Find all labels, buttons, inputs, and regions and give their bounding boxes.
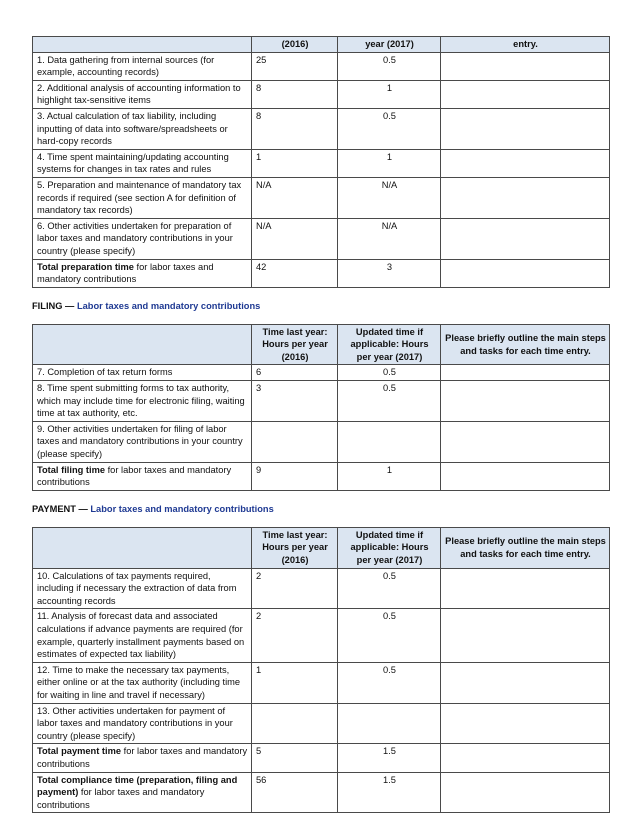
hours-2016-cell: 6 (252, 365, 338, 381)
table-row (33, 568, 610, 609)
table-row (33, 703, 610, 744)
section-heading-prefix: PAYMENT — (32, 503, 91, 514)
grand-total-label-rest: for labor taxes and mandatory contributions (37, 787, 205, 810)
total-label-bold: Total filing time (37, 464, 106, 475)
header-cell (33, 37, 252, 53)
filing-table (32, 324, 610, 491)
notes-cell (441, 772, 610, 813)
total-2016-cell: 9 (252, 462, 338, 490)
header-cell: Updated time if applicable: Hours per year (2017) (338, 324, 441, 365)
hours-2016-cell: N/A (252, 218, 338, 259)
table-row (33, 218, 610, 259)
section-heading-title: Labor taxes and mandatory contributions (76, 300, 261, 311)
notes-cell (441, 462, 610, 490)
total-row (33, 744, 610, 772)
table-row (33, 52, 610, 80)
hours-2016-cell (252, 421, 338, 462)
row-label: 2. Additional analysis of accounting information to highlight tax-sensitive items (33, 80, 252, 108)
table-row (33, 421, 610, 462)
section-heading-title: Labor taxes and mandatory contributions (90, 503, 274, 514)
hours-2017-cell: 1 (338, 149, 441, 177)
grand-total-2017-cell: 1.5 (338, 772, 441, 813)
hours-2017-cell: 0.5 (338, 609, 441, 662)
hours-2017-cell: 0.5 (338, 365, 441, 381)
row-label: 6. Other activities undertaken for preparation of labor taxes and mandatory contributions in your country (please specify) (33, 218, 252, 259)
notes-cell (441, 381, 610, 422)
hours-2016-cell: 8 (252, 108, 338, 149)
row-label: 12. Time to make the necessary tax payments, either online or at the tax authority (including time for waiting in line and travel if necessary) (33, 662, 252, 703)
document-page (32, 36, 609, 813)
hours-2017-cell (338, 703, 441, 744)
notes-cell (441, 177, 610, 218)
notes-cell (441, 108, 610, 149)
section-heading-payment (32, 503, 609, 515)
grand-total-2016-cell: 56 (252, 772, 338, 813)
row-label: 13. Other activities undertaken for payment of labor taxes and mandatory contributions in your country (please specify) (33, 703, 252, 744)
table-row (33, 365, 610, 381)
hours-2017-cell: 0.5 (338, 381, 441, 422)
hours-2017-cell: 0.5 (338, 52, 441, 80)
notes-cell (441, 662, 610, 703)
notes-cell (441, 80, 610, 108)
total-label (33, 462, 252, 490)
preparation-table (32, 36, 610, 288)
table-header-row (33, 527, 610, 568)
total-row (33, 259, 610, 287)
table-row (33, 108, 610, 149)
row-label: 1. Data gathering from internal sources (for example, accounting records) (33, 52, 252, 80)
hours-2017-cell (338, 421, 441, 462)
notes-cell (441, 218, 610, 259)
grand-total-label-bold: Total compliance time (preparation, filing and payment) (37, 774, 238, 798)
section-heading-filing (32, 300, 609, 312)
table-header-row (33, 324, 610, 365)
hours-2017-cell: 0.5 (338, 568, 441, 609)
section-heading-prefix: FILING — (32, 300, 77, 311)
header-cell (33, 527, 252, 568)
row-label: 10. Calculations of tax payments required, including if necessary the extraction of data from accounting records (33, 568, 252, 609)
hours-2017-cell: N/A (338, 177, 441, 218)
header-cell: (2016) (252, 37, 338, 53)
row-label: 8. Time spent submitting forms to tax authority, which may include time for electronic filing, waiting time at tax authority, etc. (33, 381, 252, 422)
notes-cell (441, 365, 610, 381)
header-cell (33, 324, 252, 365)
table-row (33, 177, 610, 218)
table-row (33, 609, 610, 662)
notes-cell (441, 744, 610, 772)
total-row (33, 462, 610, 490)
notes-cell (441, 52, 610, 80)
header-cell: year (2017) (338, 37, 441, 53)
total-label-bold: Total preparation time (37, 261, 134, 272)
row-label: 11. Analysis of forecast data and associated calculations if advance payments are required (for example, quarterly installment payments based on estimates of expected tax liability) (33, 609, 252, 662)
table-row (33, 149, 610, 177)
row-label: 4. Time spent maintaining/updating accounting systems for changes in tax rates and rules (33, 149, 252, 177)
total-2017-cell: 3 (338, 259, 441, 287)
hours-2017-cell: N/A (338, 218, 441, 259)
notes-cell (441, 421, 610, 462)
row-label: 3. Actual calculation of tax liability, including inputting of data into software/spreadsheets or hard-copy records (33, 108, 252, 149)
notes-cell (441, 703, 610, 744)
total-label (33, 259, 252, 287)
header-cell: Please briefly outline the main steps and tasks for each time entry. (441, 324, 610, 365)
table-row (33, 80, 610, 108)
hours-2016-cell: 2 (252, 568, 338, 609)
header-cell: Time last year: Hours per year (2016) (252, 527, 338, 568)
hours-2016-cell: 25 (252, 52, 338, 80)
header-cell: entry. (441, 37, 610, 53)
hours-2016-cell: 8 (252, 80, 338, 108)
table-header-row (33, 37, 610, 53)
hours-2016-cell: 1 (252, 662, 338, 703)
hours-2017-cell: 0.5 (338, 108, 441, 149)
total-2016-cell: 42 (252, 259, 338, 287)
notes-cell (441, 568, 610, 609)
notes-cell (441, 149, 610, 177)
row-label: 5. Preparation and maintenance of mandatory tax records if required (see section A for definition of mandatory tax records) (33, 177, 252, 218)
total-label-rest: for labor taxes and mandatory contributions (37, 746, 248, 769)
hours-2016-cell: N/A (252, 177, 338, 218)
total-label-bold: Total payment time (37, 746, 122, 757)
row-label: 9. Other activities undertaken for filing of labor taxes and mandatory contributions in your country (please specify) (33, 421, 252, 462)
grand-total-label (33, 772, 252, 813)
total-2016-cell: 5 (252, 744, 338, 772)
hours-2016-cell (252, 703, 338, 744)
row-label: 7. Completion of tax return forms (33, 365, 252, 381)
total-label (33, 744, 252, 772)
header-cell: Please briefly outline the main steps and tasks for each time entry. (441, 527, 610, 568)
header-cell: Time last year: Hours per year (2016) (252, 324, 338, 365)
hours-2017-cell: 1 (338, 80, 441, 108)
notes-cell (441, 609, 610, 662)
table-row (33, 662, 610, 703)
total-label-rest: for labor taxes and mandatory contributions (37, 261, 214, 285)
grand-total-row (33, 772, 610, 813)
total-label-rest: for labor taxes and mandatory contributions (37, 464, 232, 488)
total-2017-cell: 1.5 (338, 744, 441, 772)
hours-2017-cell: 0.5 (338, 662, 441, 703)
header-cell: Updated time if applicable: Hours per year (2017) (338, 527, 441, 568)
total-2017-cell: 1 (338, 462, 441, 490)
hours-2016-cell: 1 (252, 149, 338, 177)
notes-cell (441, 259, 610, 287)
hours-2016-cell: 2 (252, 609, 338, 662)
payment-table (32, 527, 610, 813)
hours-2016-cell: 3 (252, 381, 338, 422)
table-row (33, 381, 610, 422)
